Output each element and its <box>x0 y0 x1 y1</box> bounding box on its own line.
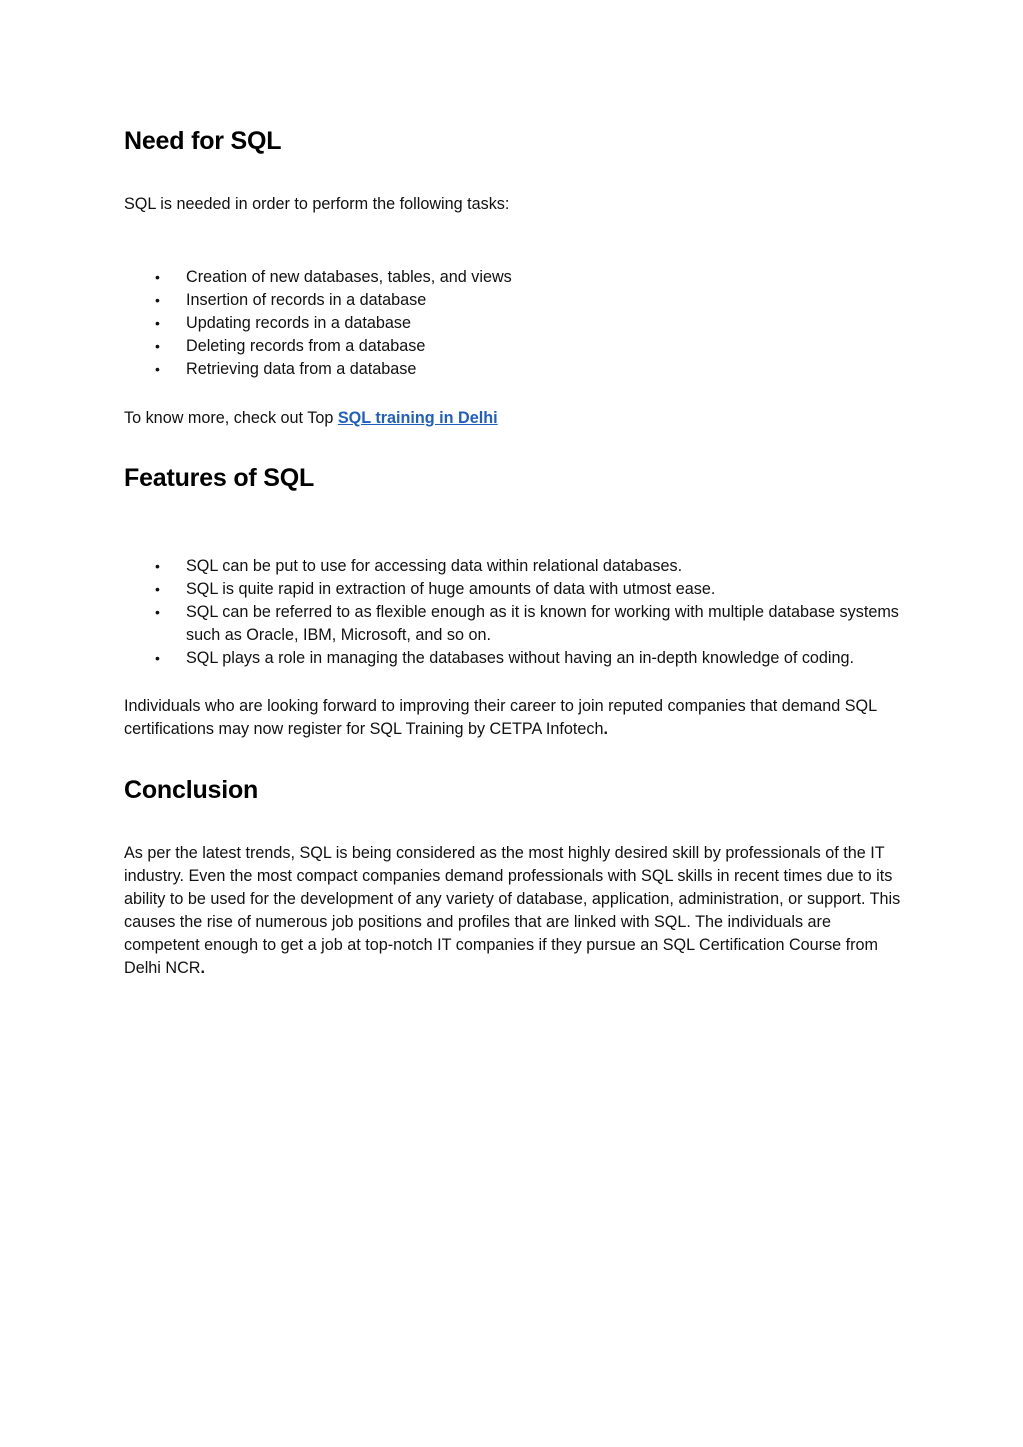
know-more-text: To know more, check out Top <box>124 409 338 427</box>
bullet-icon: • <box>155 558 160 574</box>
list-item-text: Retrieving data from a database <box>186 360 417 378</box>
heading-need-for-sql: Need for SQL <box>124 127 282 155</box>
bullet-icon: • <box>155 650 160 666</box>
list-item-text: Deleting records from a database <box>186 337 426 355</box>
list-item-text: SQL can be put to use for accessing data within relational databases. <box>186 557 683 575</box>
features-list <box>124 555 904 670</box>
list-item <box>124 555 904 578</box>
bullet-icon: • <box>155 269 160 285</box>
list-item <box>124 358 904 381</box>
need-task-list <box>124 266 904 381</box>
bullet-icon: • <box>155 604 160 620</box>
conclusion-period: . <box>200 959 205 977</box>
bullet-icon: • <box>155 292 160 308</box>
need-intro-paragraph: SQL is needed in order to perform the following tasks: <box>124 195 510 213</box>
career-text: Individuals who are looking forward to improving their career to join reputed companies that demand SQL certifications may now register for SQL Training by CETPA Infotech <box>124 697 877 738</box>
list-item <box>124 266 904 289</box>
list-item-text: Updating records in a database <box>186 314 411 332</box>
career-period: . <box>603 720 609 738</box>
know-more-paragraph <box>124 407 498 430</box>
list-item <box>124 578 904 601</box>
list-item <box>124 312 904 335</box>
conclusion-paragraph <box>124 842 904 980</box>
list-item-text: SQL plays a role in managing the databases without having an in-depth knowledge of coding. <box>186 649 855 667</box>
career-paragraph <box>124 695 904 741</box>
bullet-icon: • <box>155 338 160 354</box>
bullet-icon: • <box>155 581 160 597</box>
heading-conclusion: Conclusion <box>124 776 259 804</box>
list-item-text: SQL can be referred to as flexible enough as it is known for working with multiple database systems such as Oracle, IBM, Microsoft, and so on. <box>186 603 899 644</box>
conclusion-text: As per the latest trends, SQL is being considered as the most highly desired skill by professionals of the IT industry. Even the most compact companies demand professionals with SQL skills in recent times due to its ability to be used for the development of any variety of database, application, administration, or support. This causes the rise of numerous job positions and profiles that are linked with SQL. The individuals are competent enough to get a job at top-notch IT companies if they pursue an SQL Certification Course from Delhi NCR <box>124 844 901 977</box>
heading-features-of-sql: Features of SQL <box>124 464 315 492</box>
list-item-text: Creation of new databases, tables, and views <box>186 268 512 286</box>
bullet-icon: • <box>155 361 160 377</box>
list-item <box>124 647 904 670</box>
bullet-icon: • <box>155 315 160 331</box>
list-item <box>124 335 904 358</box>
list-item-text: Insertion of records in a database <box>186 291 427 309</box>
list-item <box>124 601 904 647</box>
sql-training-link[interactable]: SQL training in Delhi <box>337 409 498 427</box>
list-item-text: SQL is quite rapid in extraction of huge amounts of data with utmost ease. <box>186 580 716 598</box>
list-item <box>124 289 904 312</box>
